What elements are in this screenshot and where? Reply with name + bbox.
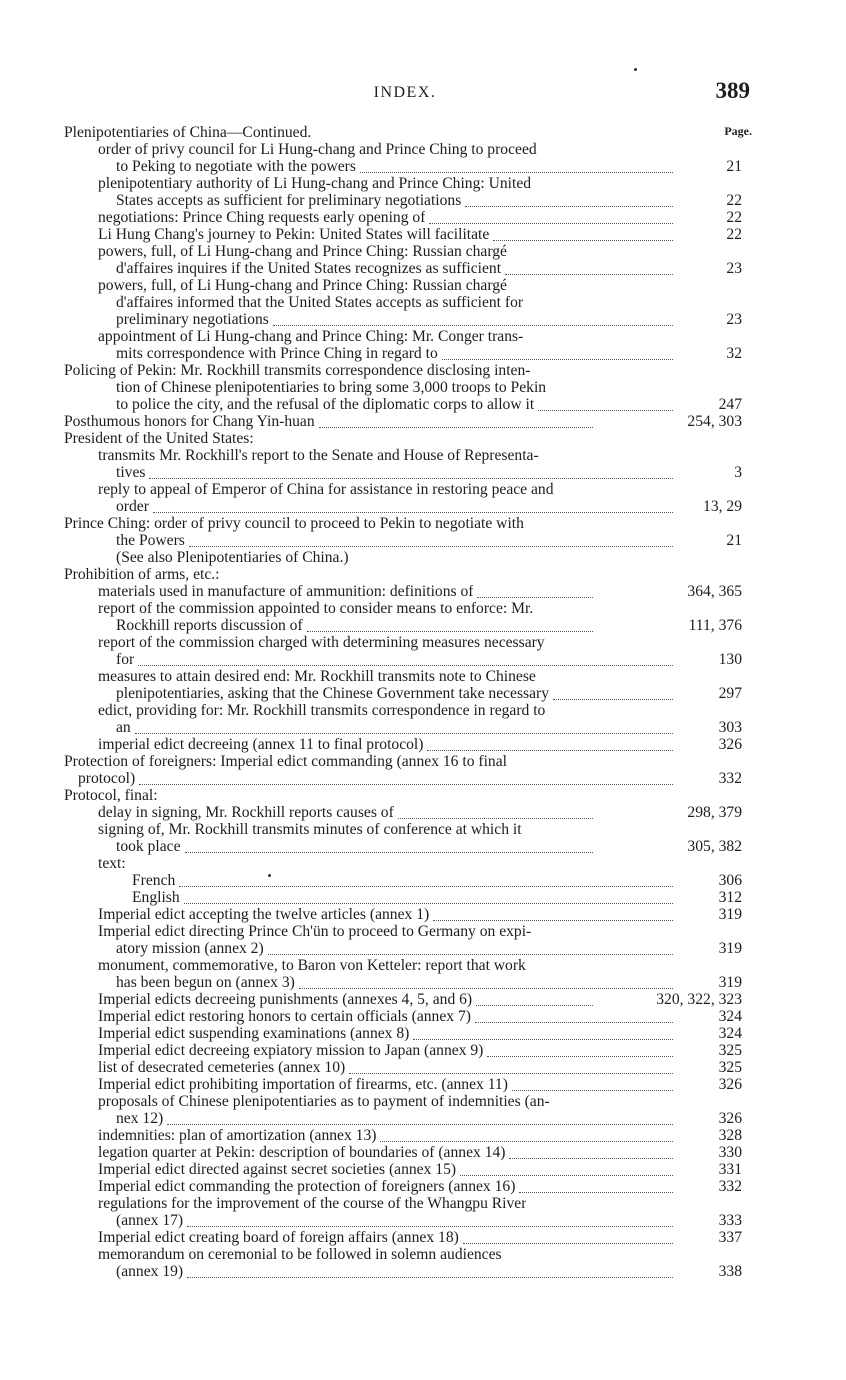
index-entry-page: 306 (718, 872, 742, 889)
speck (634, 68, 637, 71)
index-entry-text: nex 12) (116, 1110, 164, 1127)
index-entry-text: powers, full, of Li Hung-chang and Prince Ching: Russian chargé (98, 243, 507, 260)
index-entry-text: an (116, 719, 131, 736)
index-entry-text: (See also Plenipotentiaries of China.) (116, 549, 349, 566)
index-entry-page: 247 (718, 396, 742, 413)
index-entry-page: 319 (718, 940, 742, 957)
index-entry-page: 22 (726, 209, 742, 226)
index-entry-text: Prince Ching: order of privy council to proceed to Pekin to negotiate with (64, 515, 524, 532)
index-entry-text: Imperial edict directed against secret societies (annex 15) (98, 1161, 457, 1178)
dot-leader (187, 1209, 673, 1227)
index-entry-text: transmits Mr. Rockhill's report to the Senate and House of Representa- (98, 447, 539, 464)
index-entry-text: Imperial edict commanding the protection of foreigners (annex 16) (98, 1178, 516, 1195)
index-entry-text: signing of, Mr. Rockhill transmits minutes of conference at which it (98, 821, 522, 838)
index-entry-text: took place (116, 838, 181, 855)
index-entry-text: materials used in manufacture of ammunition: definitions of (98, 583, 474, 600)
index-entry-page: 338 (718, 1263, 742, 1280)
index-entry-text: Li Hung Chang's journey to Pekin: United States will facilitate (98, 226, 490, 243)
index-entry-text: atory mission (annex 2) (116, 940, 264, 957)
index-entry-page: 312 (718, 889, 742, 906)
dot-leader (299, 971, 673, 989)
index-entry-page: 298, 379 (687, 804, 742, 821)
dot-leader (307, 614, 593, 632)
index-entry-page: 22 (726, 226, 742, 243)
index-entry-page: 332 (718, 770, 742, 787)
index-entry-text: order of privy council for Li Hung-chang and Prince Ching to proceed (98, 141, 537, 158)
index-entry-text: report of the commission appointed to consider means to enforce: Mr. (98, 600, 534, 617)
index-entry-text: list of desecrated cemeteries (annex 10) (98, 1059, 346, 1076)
index-entry-text: edict, providing for: Mr. Rockhill transmits correspondence in regard to (98, 702, 546, 719)
dot-leader (153, 495, 673, 513)
index-entry-text: plenipotentiary authority of Li Hung-chang and Prince Ching: United (98, 175, 532, 192)
dot-leader (189, 529, 673, 547)
dot-leader (179, 869, 673, 887)
index-entry-page: 130 (718, 651, 742, 668)
index-entry-text: negotiations: Prince Ching requests early opening of (98, 209, 426, 226)
index-entry-page: 3 (734, 464, 742, 481)
index-entry-page: 320, 322, 323 (656, 991, 742, 1008)
index-entry-page: 337 (718, 1229, 742, 1246)
index-entry-text: to Peking to negotiate with the powers (116, 158, 356, 175)
index-entry-text: tives (116, 464, 146, 481)
index-entry-text: to police the city, and the refusal of the diplomatic corps to allow it (116, 396, 535, 413)
index-entry-text: protocol) (78, 770, 136, 787)
index-entry-text: d'affaires inquires if the United States recognizes as sufficient (116, 260, 502, 277)
index-entry-page: 22 (726, 192, 742, 209)
index-entry-page: 305, 382 (687, 838, 742, 855)
index-entry-page: 324 (718, 1008, 742, 1025)
index-entry-text: imperial edict decreeing (annex 11 to final protocol) (98, 736, 424, 753)
index-entry-text: legation quarter at Pekin: description of boundaries of (annex 14) (98, 1144, 506, 1161)
index-entry-text: plenipotentiaries, asking that the Chinese Government take necessary (116, 685, 550, 702)
dot-leader (167, 1107, 673, 1125)
index-entry-page: 325 (718, 1059, 742, 1076)
dot-leader (139, 767, 673, 785)
index-entry-text: d'affaires informed that the United States accepts as sufficient for (116, 294, 524, 311)
index-entry-text: measures to attain desired end: Mr. Rockhill transmits note to Chinese (98, 668, 536, 685)
index-entry-text: President of the United States: (64, 430, 254, 447)
index-entry-text: order (116, 498, 149, 515)
index-entry-page: 303 (718, 719, 742, 736)
index-entry-text: Imperial edict creating board of foreign affairs (annex 18) (98, 1229, 459, 1246)
index-entry-text: Imperial edict directing Prince Ch'ün to proceed to Germany on expi- (98, 923, 532, 940)
index-entry-page: 330 (718, 1144, 742, 1161)
index-entry-text: delay in signing, Mr. Rockhill reports causes of (98, 804, 394, 821)
index-entry-page: 333 (718, 1212, 742, 1229)
index-entry-text: Policing of Pekin: Mr. Rockhill transmits correspondence disclosing inten- (64, 362, 531, 379)
index-entry-text: text: (98, 855, 126, 872)
index-entry-page: 326 (718, 736, 742, 753)
index-entry-text: report of the commission charged with determining measures necessary (98, 634, 545, 651)
index-entry-page: 13, 29 (703, 498, 742, 515)
index-entry-text: Rockhill reports discussion of (116, 617, 303, 634)
dot-leader (268, 937, 673, 955)
dot-leader (184, 886, 673, 904)
dot-leader (187, 1260, 673, 1278)
dot-leader (319, 410, 593, 428)
index-entry-page: 254, 303 (687, 413, 742, 430)
index-entry-text: French (132, 872, 176, 889)
index-entry-text: Prohibition of arms, etc.: (64, 566, 220, 583)
page-column-label: Page. (724, 124, 752, 138)
page-number: 389 (715, 78, 750, 103)
index-entry-text: English (132, 889, 180, 906)
dot-leader (273, 308, 673, 326)
index-entry-page: 332 (718, 1178, 742, 1195)
index-entry-page: 23 (726, 311, 742, 328)
index-entry-text: proposals of Chinese plenipotentiaries as to payment of indemnities (an- (98, 1093, 550, 1110)
index-entry-text: Imperial edict decreeing expiatory mission to Japan (annex 9) (98, 1042, 484, 1059)
index-entry-text: Imperial edict prohibiting importation of firearms, etc. (annex 11) (98, 1076, 508, 1093)
index-entry-page: 326 (718, 1110, 742, 1127)
index-entry-page: 326 (718, 1076, 742, 1093)
index-entry-text: Posthumous honors for Chang Yin-huan (64, 413, 315, 430)
index-entry-text: (annex 19) (116, 1263, 184, 1280)
index-entry-text: (annex 17) (116, 1212, 184, 1229)
index-entry-page: 324 (718, 1025, 742, 1042)
index-entry-text: States accepts as sufficient for preliminary negotiations (116, 192, 462, 209)
dot-leader (477, 580, 593, 598)
index-entry-text: Imperial edict restoring honors to certain officials (annex 7) (98, 1008, 471, 1025)
index-entry-page: 331 (718, 1161, 742, 1178)
index-entry-text: memorandum on ceremonial to be followed in solemn audiences (98, 1246, 502, 1263)
index-entry-text: tion of Chinese plenipotentiaries to bring some 3,000 troops to Pekin (116, 379, 547, 396)
index-entry-page: 319 (718, 906, 742, 923)
index-entry-page: 21 (726, 532, 742, 549)
index-entry-page: 32 (726, 345, 742, 362)
index-entry-text: preliminary negotiations (116, 311, 269, 328)
index-entry-page: 297 (718, 685, 742, 702)
index-entry-page: 328 (718, 1127, 742, 1144)
index-entry-page: 23 (726, 260, 742, 277)
index-entry-text: mits correspondence with Prince Ching in regard to (116, 345, 438, 362)
index-entry-text: Protocol, final: (64, 787, 158, 804)
index-entry-page: 325 (718, 1042, 742, 1059)
index-entry-text: the Powers (116, 532, 185, 549)
dot-leader (149, 461, 673, 479)
index-entry-page: 319 (718, 974, 742, 991)
index-entry-text: Protection of foreigners: Imperial edict commanding (annex 16 to final (64, 753, 507, 770)
index-entry-page: 111, 376 (688, 617, 742, 634)
index-entry-page: 364, 365 (687, 583, 742, 600)
index-entry-text: Imperial edicts decreeing punishments (annexes 4, 5, and 6) (98, 991, 473, 1008)
index-entry-text: indemnities: plan of amortization (annex 13) (98, 1127, 377, 1144)
index-entry-text: appointment of Li Hung-chang and Prince Ching: Mr. Conger trans- (98, 328, 524, 345)
running-head-title: INDEX. (373, 84, 437, 101)
index-entry-text: Imperial edict suspending examinations (annex 8) (98, 1025, 410, 1042)
index-entry-text: has been begun on (annex 3) (116, 974, 295, 991)
dot-leader (135, 716, 673, 734)
dot-leader (185, 835, 593, 853)
index-entry-page: 21 (726, 158, 742, 175)
index-entry-text: for (116, 651, 135, 668)
index-entry-text: reply to appeal of Emperor of China for assistance in restoring peace and (98, 481, 554, 498)
index-entry-text: Imperial edict accepting the twelve articles (annex 1) (98, 906, 430, 923)
dot-leader (138, 648, 673, 666)
index-entry-text: powers, full, of Li Hung-chang and Prince Ching: Russian chargé (98, 277, 507, 294)
index-entry-text: monument, commemorative, to Baron von Ketteler: report that work (98, 957, 526, 974)
speck (268, 874, 271, 877)
index-entry-text: regulations for the improvement of the course of the Whangpu River (98, 1195, 527, 1212)
index-entry-text: Plenipotentiaries of China—Continued. (64, 124, 312, 141)
dot-leader (476, 988, 593, 1006)
dot-leader (398, 801, 593, 819)
